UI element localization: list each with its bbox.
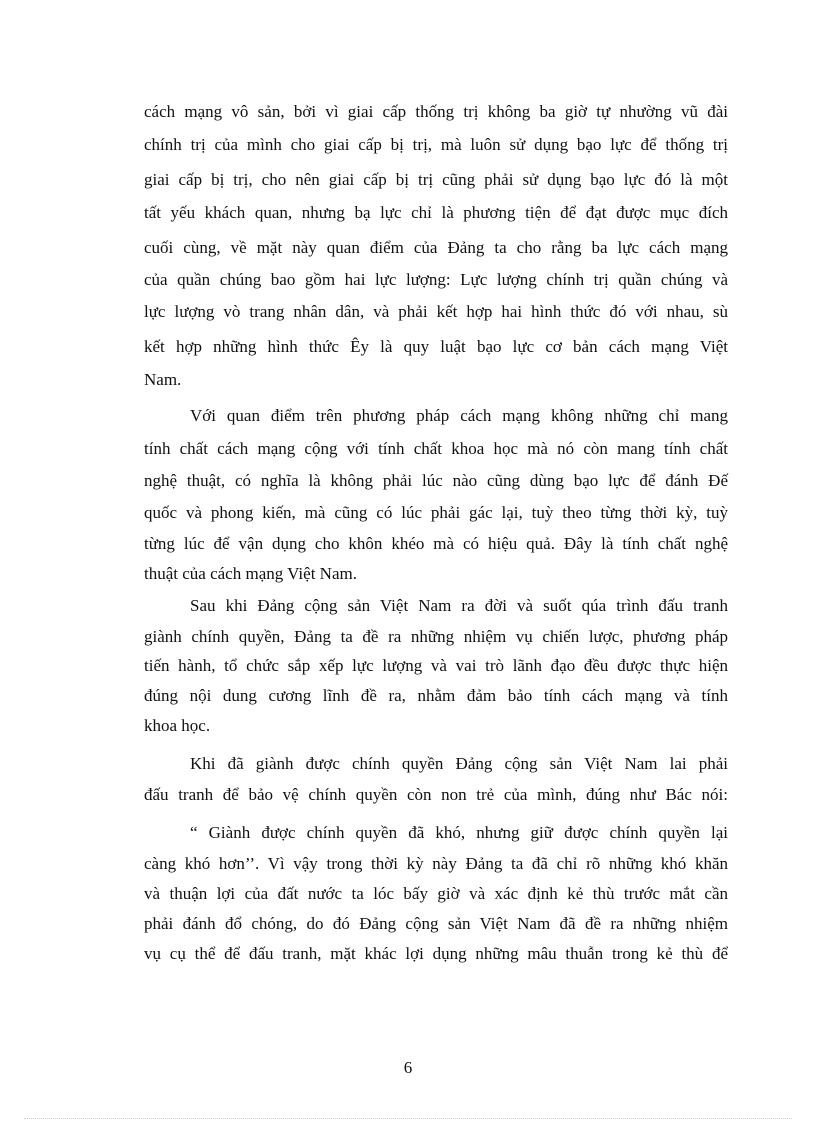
text-line: tất yếu khách quan, nhưng bạ lực chỉ là phương tiện để đạt được mục đích [144, 203, 728, 222]
text-line: của quần chúng bao gồm hai lực lượng: Lực lượng chính trị quần chúng và [144, 270, 728, 289]
text-line: quốc và phong kiến, mà cũng có lúc phải gác lại, tuỳ theo từng thời kỳ, tuỳ [144, 503, 728, 522]
text-line: tính chất cách mạng cộng với tính chất khoa học mà nó còn mang tính chất [144, 439, 728, 458]
text-line: thuật của cách mạng Việt Nam. [144, 564, 357, 583]
text-line: tiến hành, tổ chức sắp xếp lực lượng và vai trò lãnh đạo đều được thực hiện [144, 656, 728, 675]
text-line: nghệ thuật, có nghĩa là không phải lúc nào cũng dùng bạo lực để đánh Đế [144, 471, 728, 490]
text-line: cuối cùng, về mặt này quan điểm của Đảng ta cho rằng ba lực cách mạng [144, 238, 728, 257]
text-line: lực lượng vò trang nhân dân, và phải kết hợp hai hình thức đó với nhau, sù [144, 302, 728, 321]
text-line: càng khó hơn’’. Vì vậy trong thời kỳ này Đảng ta đã chỉ rõ những khó khăn [144, 854, 728, 873]
text-line: kết hợp những hình thức Êy là quy luật bạo lực cơ bản cách mạng Việt [144, 337, 728, 356]
text-line: chính trị của mình cho giai cấp bị trị, mà luôn sử dụng bạo lực để thống trị [144, 135, 728, 154]
text-line: Sau khi Đảng cộng sản Việt Nam ra đời và suốt qúa trình đấu tranh [190, 596, 728, 615]
page-number: 6 [403, 1058, 413, 1077]
text-line: và thuận lợi của đất nước ta lóc bấy giờ và xác định kẻ thù trước mắt cần [144, 884, 728, 903]
text-line: giành chính quyền, Đảng ta đề ra những nhiệm vụ chiến lược, phương pháp [144, 627, 728, 646]
text-line: Nam. [144, 370, 182, 389]
footer-dotted-rule [24, 1118, 792, 1119]
text-line: giai cấp bị trị, cho nên giai cấp bị trị cũng phải sử dụng bạo lực đó là một [144, 170, 728, 189]
text-line: phải đánh đổ chóng, do đó Đảng cộng sản Việt Nam đã đề ra những nhiệm [144, 914, 728, 933]
text-line: đấu tranh để bảo vệ chính quyền còn non trẻ của mình, đúng như Bác nói: [144, 785, 728, 804]
text-line: Khi đã giành được chính quyền Đảng cộng sản Việt Nam lai phải [190, 754, 728, 773]
text-line: cách mạng vô sản, bởi vì giai cấp thống trị không ba giờ tự nhường vũ đài [144, 102, 728, 121]
text-line: vụ cụ thể để đấu tranh, mặt khác lợi dụng những mâu thuẫn trong kẻ thù để [144, 944, 728, 963]
text-line: Với quan điểm trên phương pháp cách mạng không những chỉ mang [190, 406, 728, 425]
text-line: khoa học. [144, 716, 211, 735]
text-line: đúng nội dung cương lĩnh đề ra, nhằm đảm bảo tính cách mạng và tính [144, 686, 728, 705]
text-line: từng lúc để vận dụng cho khôn khéo mà có hiệu quả. Đây là tính chất nghệ [144, 534, 728, 553]
text-line: “ Giành được chính quyền đã khó, nhưng giữ được chính quyền lại [190, 823, 728, 842]
